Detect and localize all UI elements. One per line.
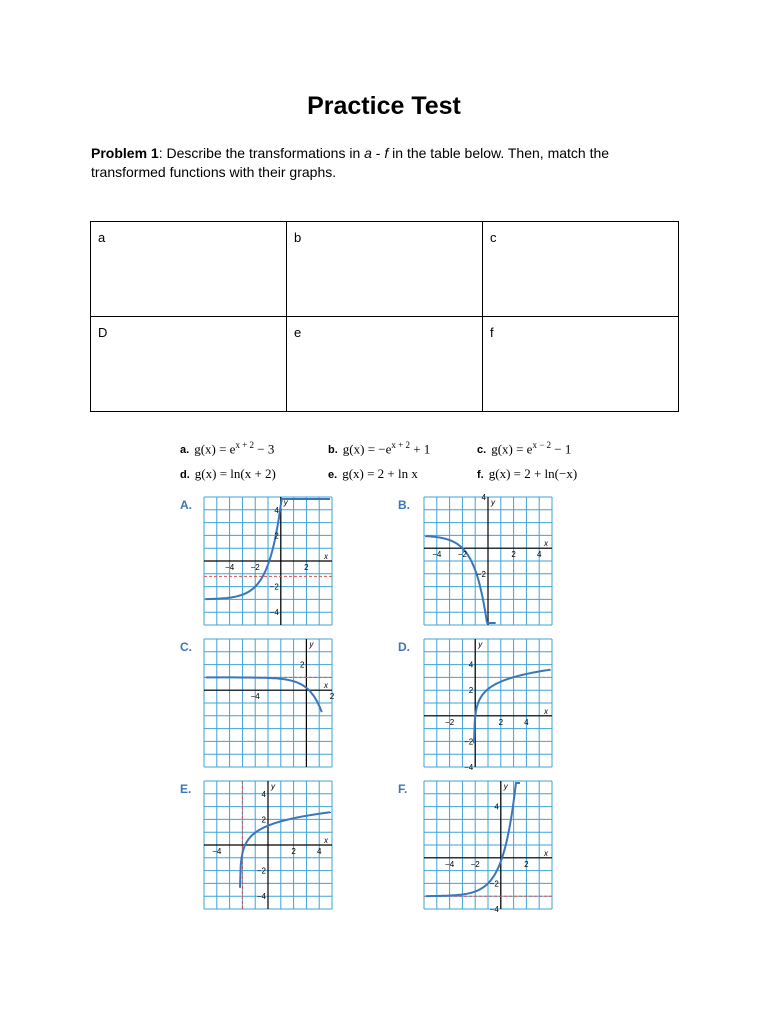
graph-a-plot bbox=[204, 497, 332, 625]
x-tick-label: −4 bbox=[225, 563, 235, 572]
function-lhs: g(x) = e bbox=[491, 441, 533, 457]
x-tick-label: −2 bbox=[445, 717, 455, 727]
function-lhs: g(x) = ln(x + 2) bbox=[194, 466, 276, 481]
function-exponent: x − 2 bbox=[532, 440, 552, 450]
y-tick-label: 4 bbox=[494, 802, 499, 812]
x-axis-letter: x bbox=[324, 681, 328, 691]
graph-label-b: B. bbox=[398, 498, 410, 512]
table-cell[interactable]: D bbox=[91, 317, 287, 412]
y-tick-label: −2 bbox=[476, 569, 486, 579]
x-axis-letter: x bbox=[544, 706, 548, 716]
graph-d bbox=[424, 639, 552, 772]
table-cell[interactable]: e bbox=[287, 317, 483, 412]
function-item bbox=[477, 440, 571, 457]
function-lhs: g(x) = e bbox=[194, 441, 236, 457]
problem-text-pre: : Describe the transformations in bbox=[158, 145, 365, 161]
function-label: e. bbox=[328, 469, 338, 481]
range-end: f bbox=[384, 145, 389, 161]
function-rhs: − 1 bbox=[551, 441, 572, 457]
x-tick-label: 4 bbox=[524, 717, 529, 727]
function-item bbox=[328, 440, 430, 457]
problem-label: Problem 1 bbox=[91, 145, 159, 161]
function-exponent: x + 2 bbox=[391, 440, 410, 450]
x-tick-label: −4 bbox=[432, 550, 442, 560]
table-cell[interactable]: b bbox=[287, 222, 483, 317]
function-rhs: + 1 bbox=[409, 441, 431, 457]
x-axis-letter: x bbox=[544, 539, 548, 549]
x-tick-label: 2 bbox=[291, 847, 296, 856]
y-tick-label: −2 bbox=[464, 737, 474, 747]
function-label: a. bbox=[180, 444, 190, 457]
graph-b bbox=[424, 493, 552, 625]
x-axis-letter: x bbox=[324, 552, 328, 561]
x-tick-label: −4 bbox=[250, 692, 260, 702]
table-cell[interactable]: c bbox=[483, 222, 679, 317]
y-tick-label: −2 bbox=[489, 879, 499, 889]
problem-1-text bbox=[91, 144, 651, 182]
y-tick-label: −4 bbox=[269, 608, 279, 618]
graph-e-plot bbox=[204, 781, 332, 909]
function-rhs: − 3 bbox=[254, 441, 275, 457]
y-tick-label: 2 bbox=[468, 686, 474, 696]
graph-e bbox=[204, 781, 332, 909]
graph-c bbox=[204, 639, 335, 767]
x-tick-label: 2 bbox=[511, 550, 516, 560]
y-tick-label: 4 bbox=[481, 493, 486, 502]
y-axis-letter: y bbox=[478, 640, 483, 649]
y-tick-label: −2 bbox=[256, 866, 266, 876]
y-axis-letter: y bbox=[283, 498, 288, 507]
function-lhs: g(x) = −e bbox=[342, 441, 392, 457]
table-row bbox=[91, 317, 679, 412]
graph-label-f: F. bbox=[398, 782, 408, 796]
function-exponent: x + 2 bbox=[235, 440, 255, 450]
problem-text-post: in the table below. Then, match the transformed functions with their graphs. bbox=[91, 145, 610, 180]
graph-label-d: D. bbox=[398, 640, 410, 654]
function-curve bbox=[206, 677, 322, 712]
graph-label-c: C. bbox=[180, 640, 192, 654]
function-item bbox=[328, 466, 418, 482]
x-axis-letter: x bbox=[544, 848, 548, 858]
x-tick-label: −2 bbox=[470, 859, 480, 869]
function-curve bbox=[474, 669, 550, 743]
range-start: a bbox=[364, 145, 372, 161]
y-tick-label: 4 bbox=[261, 789, 266, 799]
table-row bbox=[91, 222, 679, 317]
x-tick-label: 2 bbox=[304, 563, 309, 572]
graph-a bbox=[204, 497, 332, 625]
y-axis-letter: y bbox=[271, 782, 275, 791]
y-tick-label: −4 bbox=[256, 892, 266, 902]
y-tick-label: −4 bbox=[489, 905, 499, 914]
x-tick-label: 2 bbox=[524, 859, 529, 869]
y-axis-letter: y bbox=[309, 640, 314, 649]
function-lhs: g(x) = 2 + ln(−x) bbox=[488, 466, 578, 481]
x-tick-label: 2 bbox=[329, 692, 335, 702]
graph-label-a: A. bbox=[180, 498, 192, 512]
y-tick-label: 2 bbox=[299, 660, 305, 670]
y-axis-letter: y bbox=[491, 498, 495, 507]
y-tick-label: 4 bbox=[468, 660, 474, 670]
x-tick-label: −4 bbox=[212, 847, 222, 856]
table-cell[interactable]: f bbox=[483, 317, 679, 412]
x-tick-label: −4 bbox=[445, 859, 455, 869]
table-cell[interactable]: a bbox=[91, 222, 287, 317]
function-label: b. bbox=[328, 444, 338, 457]
x-tick-label: 4 bbox=[316, 847, 322, 856]
function-item bbox=[180, 466, 276, 482]
function-curve bbox=[426, 783, 520, 896]
function-item bbox=[477, 466, 577, 482]
y-tick-label: −4 bbox=[464, 763, 474, 772]
function-label: f. bbox=[477, 469, 484, 481]
page-title: Practice Test bbox=[307, 92, 461, 120]
x-tick-label: −2 bbox=[250, 563, 260, 572]
y-tick-label: −2 bbox=[269, 582, 279, 592]
x-axis-letter: x bbox=[324, 836, 328, 845]
x-tick-label: 4 bbox=[536, 550, 542, 560]
y-axis-letter: y bbox=[503, 782, 508, 791]
graph-b-plot bbox=[424, 493, 552, 625]
function-item bbox=[180, 440, 274, 457]
graph-label-e: E. bbox=[180, 782, 192, 796]
y-tick-label: 4 bbox=[274, 505, 279, 515]
x-tick-label: 2 bbox=[498, 717, 504, 727]
function-lhs: g(x) = 2 + ln x bbox=[342, 466, 418, 481]
answer-table bbox=[90, 221, 679, 412]
graph-c-plot bbox=[204, 639, 335, 767]
y-tick-label: 2 bbox=[274, 531, 279, 541]
y-tick-label: 2 bbox=[261, 815, 266, 825]
range-sep: - bbox=[371, 145, 385, 161]
graph-d-plot bbox=[424, 639, 552, 772]
graph-f-plot bbox=[424, 781, 552, 914]
graph-f bbox=[424, 781, 552, 914]
function-label: c. bbox=[477, 444, 487, 457]
x-tick-label: −2 bbox=[457, 550, 467, 560]
function-label: d. bbox=[180, 469, 190, 481]
